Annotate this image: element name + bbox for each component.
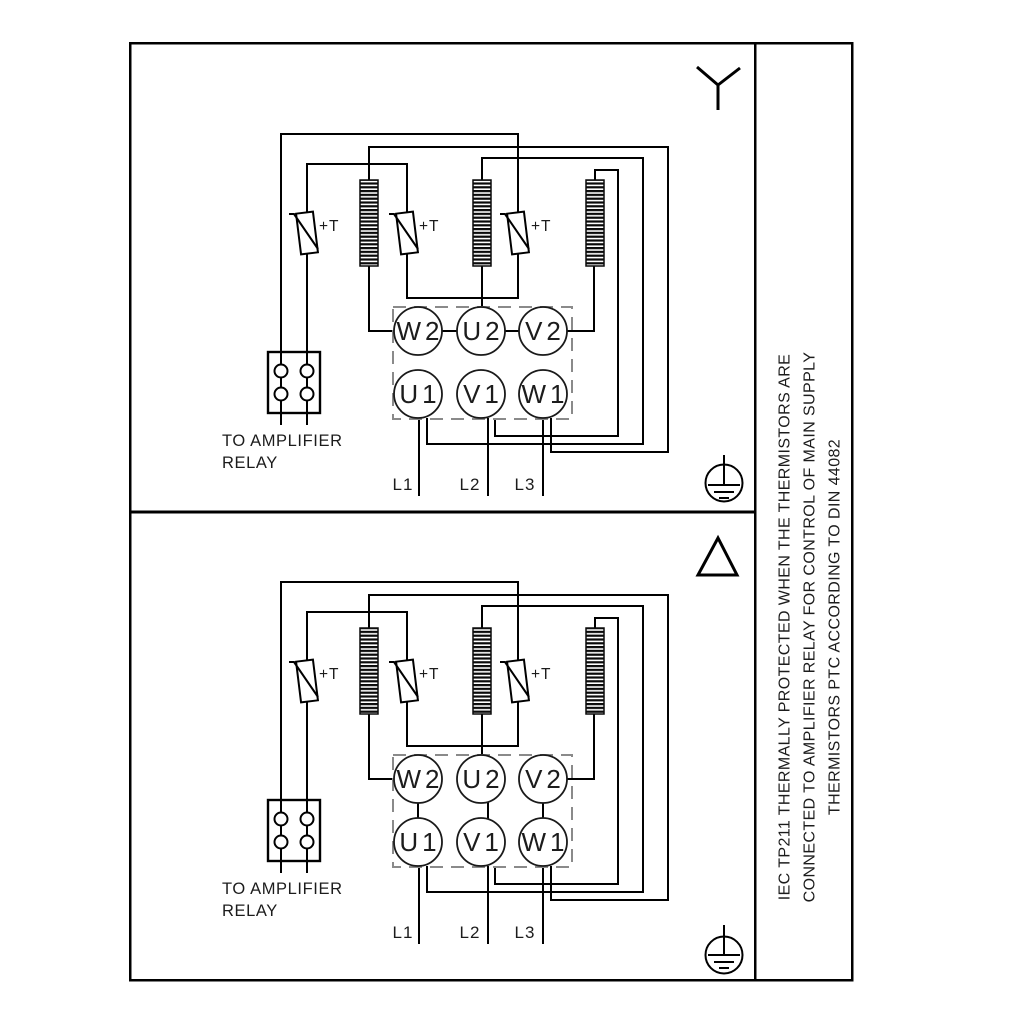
star-connection-icon <box>697 67 740 110</box>
side-note-line1: IEC TP211 THERMALLY PROTECTED WHEN THE THERMISTORS ARE <box>776 353 794 901</box>
thermistor-label: +T <box>319 218 340 235</box>
terminal-label-W1: W1 <box>521 379 569 409</box>
terminal-label-V2: V2 <box>525 764 565 794</box>
thermistor-label: +T <box>319 666 340 683</box>
terminal-label-V2: V2 <box>525 316 565 346</box>
terminal-label-U2: U2 <box>462 764 504 794</box>
terminal-label-W2: W2 <box>396 764 444 794</box>
mains-label-L3: L3 <box>514 475 536 494</box>
mains-label-L1: L1 <box>392 475 414 494</box>
ptc-thermistor-icon <box>500 212 529 255</box>
delta-connection-icon <box>698 538 737 575</box>
winding-coil-3 <box>586 628 604 714</box>
side-note-column <box>777 352 844 903</box>
relay-contact <box>275 813 288 826</box>
winding-coil-2 <box>473 628 491 714</box>
winding-coil-1 <box>360 180 378 266</box>
terminal-block <box>393 755 572 867</box>
terminal-label-V1: V1 <box>463 827 503 857</box>
earth-ground-icon <box>706 455 743 502</box>
relay-contact <box>275 365 288 378</box>
thermistors <box>289 212 552 255</box>
wire-thermistor1-thermistor2 <box>307 612 407 661</box>
wire-thermistor1-thermistor2 <box>307 164 407 213</box>
wire-thermistor2-thermistor3 <box>407 702 518 746</box>
winding-coil-3 <box>586 180 604 266</box>
delta-panel <box>222 538 743 974</box>
terminal-label-U1: U1 <box>399 379 441 409</box>
thermistor-label: +T <box>531 218 552 235</box>
thermistor-label: +T <box>419 666 440 683</box>
mains-labels <box>393 923 536 942</box>
side-note-line2: CONNECTED TO AMPLIFIER RELAY FOR CONTROL OF MAIN SUPPLY <box>801 351 819 903</box>
relay-contact <box>301 836 314 849</box>
side-note-line3: THERMISTORS PTC ACCORDING TO DIN 44082 <box>826 438 844 816</box>
ptc-thermistor-icon <box>289 660 318 703</box>
mains-label-L1: L1 <box>392 923 414 942</box>
amplifier-relay-block <box>222 800 343 920</box>
relay-caption-line1: TO AMPLIFIER <box>222 432 343 450</box>
relay-caption-line2: RELAY <box>222 454 278 472</box>
relay-contact <box>275 836 288 849</box>
relay-caption-line2: RELAY <box>222 902 278 920</box>
terminal-label-W2: W2 <box>396 316 444 346</box>
thermistor-label: +T <box>419 218 440 235</box>
earth-ground-icon <box>706 925 743 974</box>
wire-thermistor2-thermistor3 <box>407 254 518 298</box>
mains-label-L2: L2 <box>459 475 481 494</box>
relay-contact <box>301 813 314 826</box>
terminal-block <box>393 307 572 419</box>
terminal-label-W1: W1 <box>521 827 569 857</box>
relay-contact <box>275 388 288 401</box>
ptc-thermistor-icon <box>389 212 418 255</box>
mains-label-L2: L2 <box>459 923 481 942</box>
terminal-label-U2: U2 <box>462 316 504 346</box>
winding-coil-1 <box>360 628 378 714</box>
ptc-thermistor-icon <box>289 212 318 255</box>
relay-caption-line1: TO AMPLIFIER <box>222 880 343 898</box>
ptc-thermistor-icon <box>389 660 418 703</box>
relay-contact <box>301 388 314 401</box>
winding-coil-2 <box>473 180 491 266</box>
relay-box <box>268 800 320 861</box>
relay-box <box>268 352 320 413</box>
thermistor-label: +T <box>531 666 552 683</box>
mains-label-L3: L3 <box>514 923 536 942</box>
amplifier-relay-block <box>222 352 343 472</box>
ptc-thermistor-icon <box>500 660 529 703</box>
star-panel <box>222 67 743 502</box>
relay-contact <box>301 365 314 378</box>
thermistors <box>289 660 552 703</box>
mains-labels <box>393 475 536 494</box>
terminal-label-V1: V1 <box>463 379 503 409</box>
terminal-label-U1: U1 <box>399 827 441 857</box>
